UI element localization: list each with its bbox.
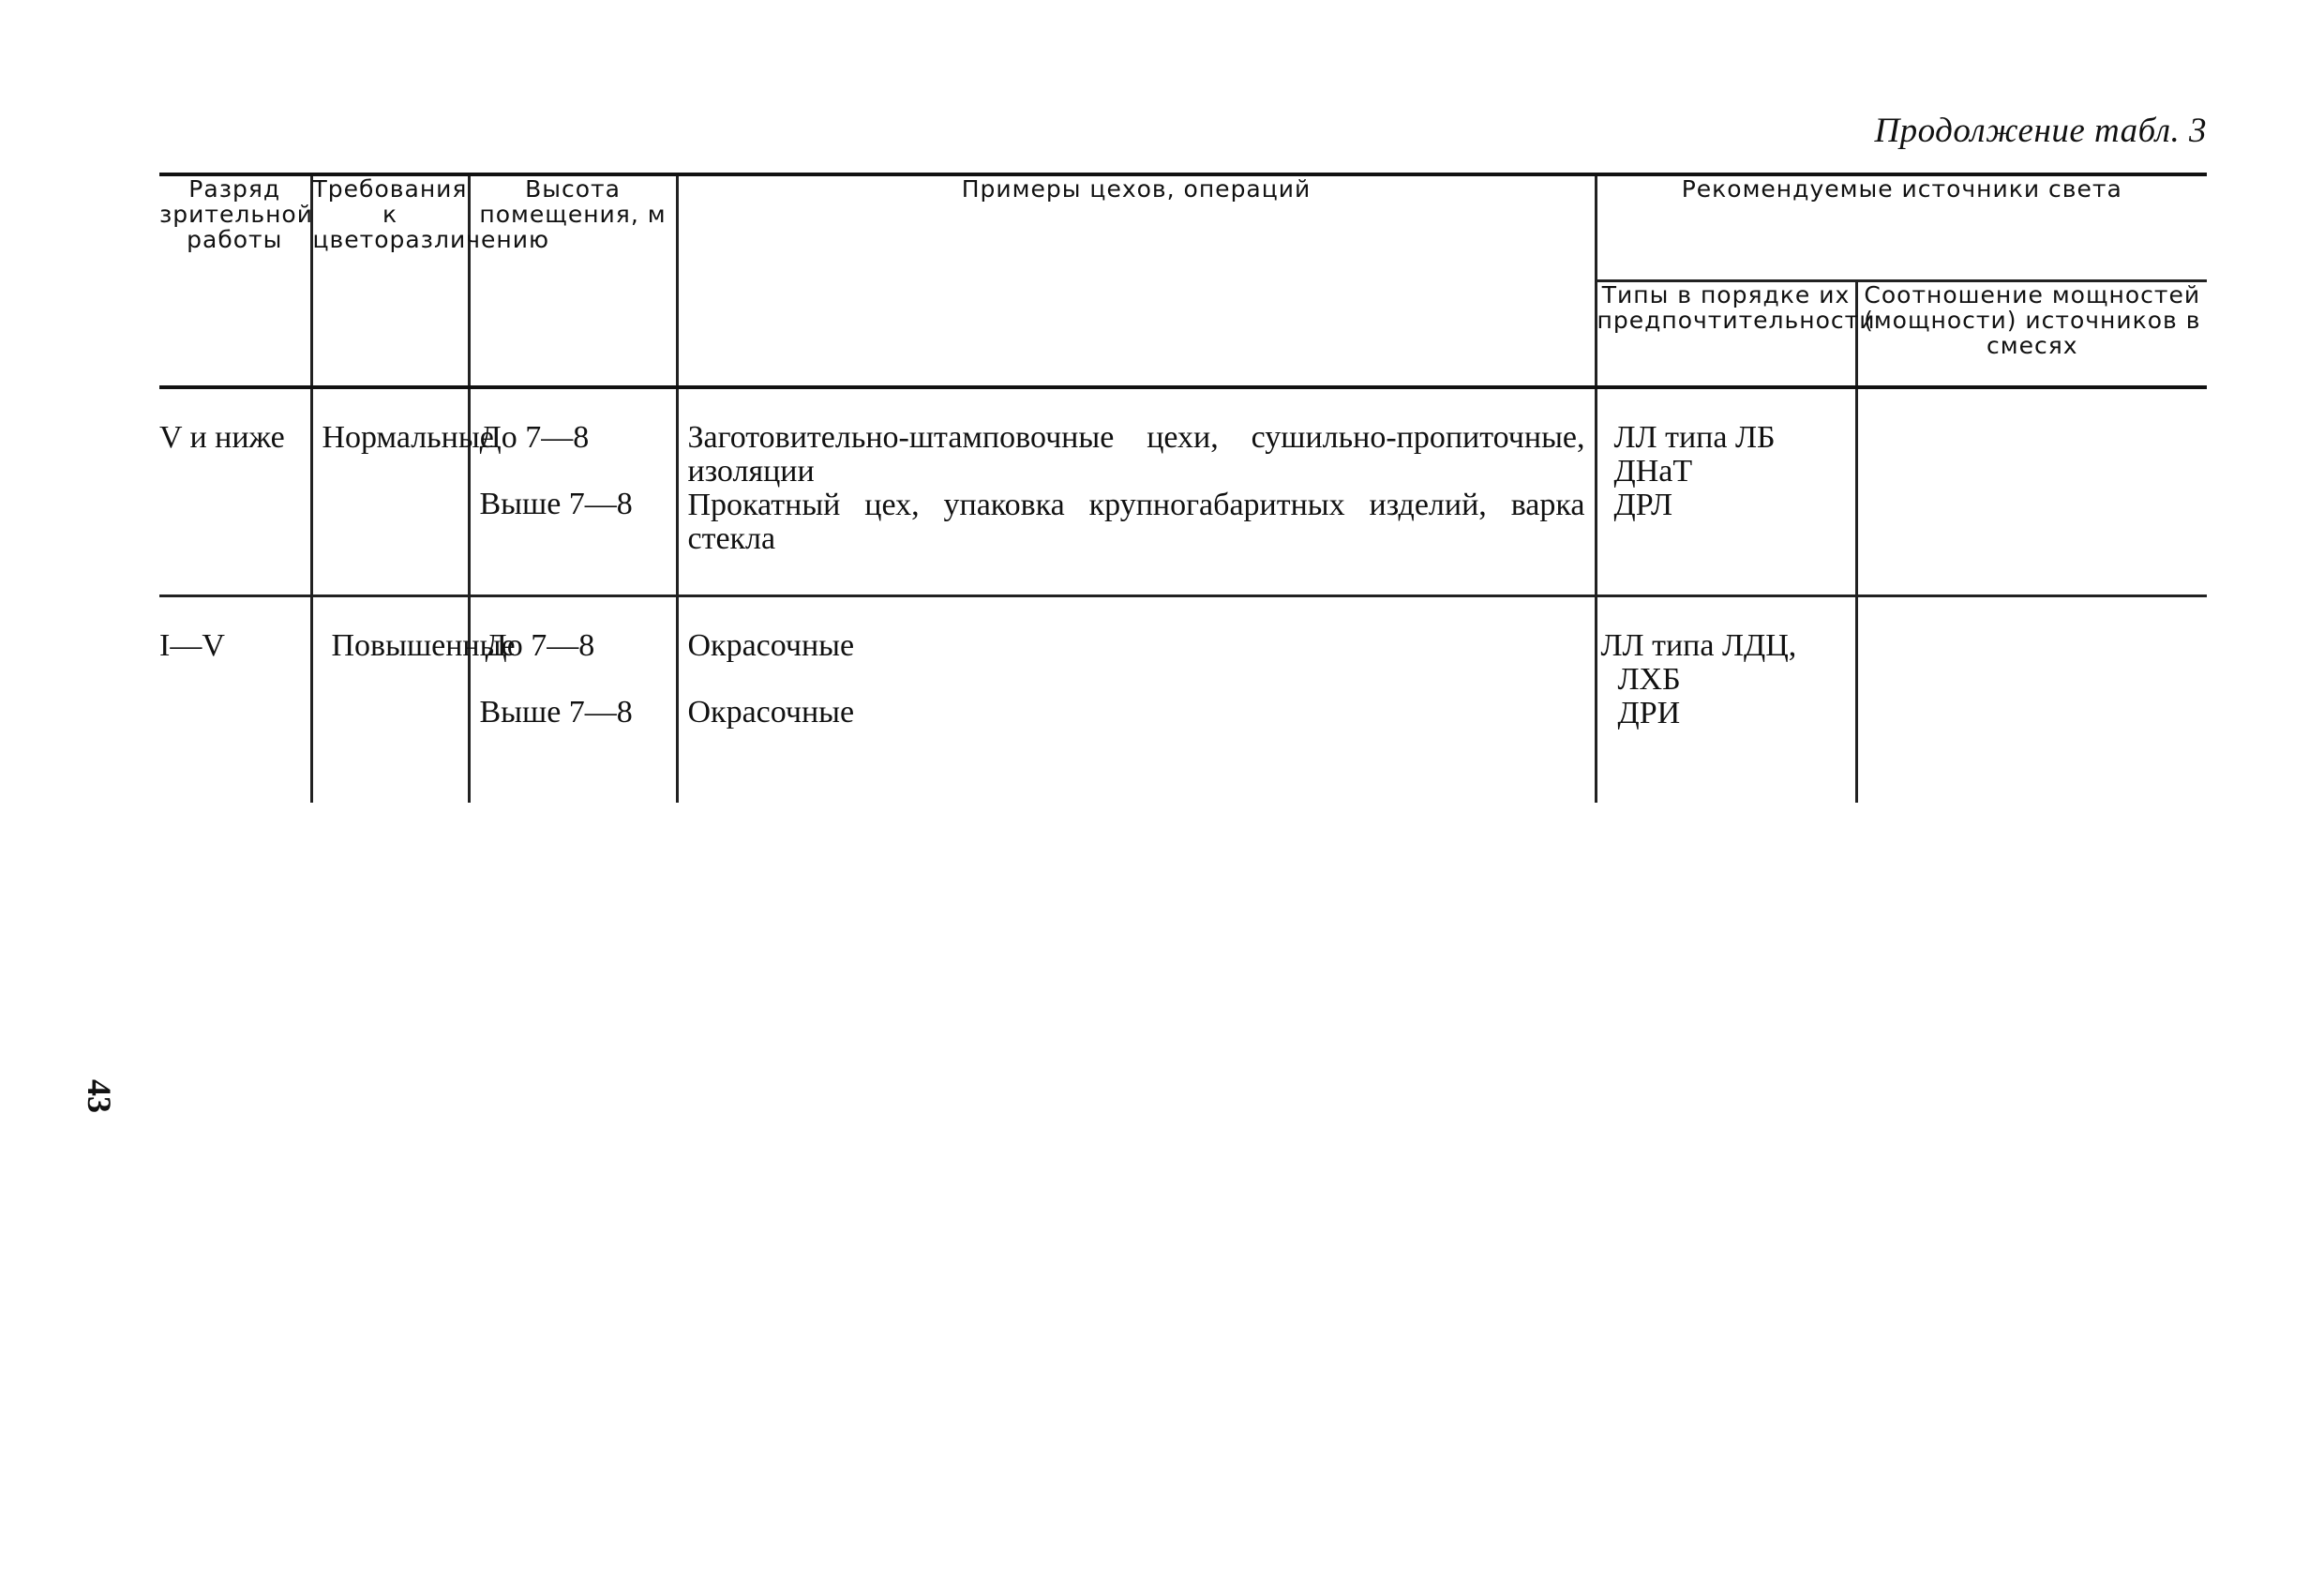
lamp-types-cell — [1596, 596, 1856, 804]
color-requirement-cell — [311, 596, 516, 804]
color-requirement-value: Повышенные — [331, 628, 516, 663]
power-ratio-value — [1858, 389, 2208, 421]
table-header-row — [159, 174, 2207, 281]
lamp-type: ЛХБ — [1617, 662, 1681, 697]
power-ratio-value — [1858, 597, 2208, 629]
example-text: Окрасочные — [687, 628, 855, 663]
lighting-sources-table — [159, 173, 2207, 803]
color-requirement-value: Нормальные — [322, 420, 494, 455]
category-value: I—V — [159, 628, 225, 663]
height-cell — [469, 387, 677, 596]
category-value: V и ниже — [159, 420, 285, 455]
power-ratio-cell — [1856, 387, 2207, 596]
page-number: 43 — [81, 1079, 118, 1113]
height-value: До 7—8 — [485, 628, 595, 663]
height-value: До 7—8 — [479, 420, 590, 455]
lamp-types-cell — [1596, 387, 1856, 596]
lamp-type: ДНаТ — [1613, 454, 1693, 489]
header-color-discrimination: Требования к цветоразличению — [311, 174, 469, 387]
category-cell — [159, 596, 311, 804]
example-text: Заготовительно-штамповочные цехи, сушильно-пропиточные, изоляции — [687, 420, 1585, 489]
table-row — [159, 596, 2207, 804]
lamp-type: ЛЛ типа ЛДЦ, — [1600, 628, 1797, 663]
example-text: Прокатный цех, упаковка крупногабаритных изделий, варка стекла — [687, 488, 1585, 556]
examples-cell — [677, 387, 1596, 596]
lamp-type: ЛЛ типа ЛБ — [1613, 420, 1776, 455]
height-cell — [469, 596, 677, 804]
table-continuation-note: Продолжение табл. 3 — [1874, 112, 2207, 150]
lamp-type: ДРЛ — [1613, 488, 1673, 522]
header-visual-work-category: Разряд зрительной работы — [159, 174, 311, 387]
header-lamp-types: Типы в порядке их предпочтительности — [1596, 281, 1856, 388]
lamp-type: ДРИ — [1617, 696, 1681, 730]
example-text: Окрасочные — [687, 695, 855, 730]
height-value: Выше 7—8 — [479, 695, 633, 730]
category-cell — [159, 387, 311, 596]
examples-cell — [677, 596, 1596, 804]
color-requirement-cell — [311, 387, 494, 596]
height-value: Выше 7—8 — [479, 487, 633, 521]
power-ratio-cell — [1856, 596, 2207, 804]
header-room-height: Высота помещения, м — [469, 174, 677, 387]
header-power-ratio: Соотношение мощностей (мощности) источников в смесях — [1856, 281, 2207, 388]
header-recommended-light-sources: Рекомендуемые источники света — [1596, 174, 2207, 281]
header-workshop-examples: Примеры цехов, операций — [677, 174, 1596, 387]
table-row — [159, 387, 2207, 596]
